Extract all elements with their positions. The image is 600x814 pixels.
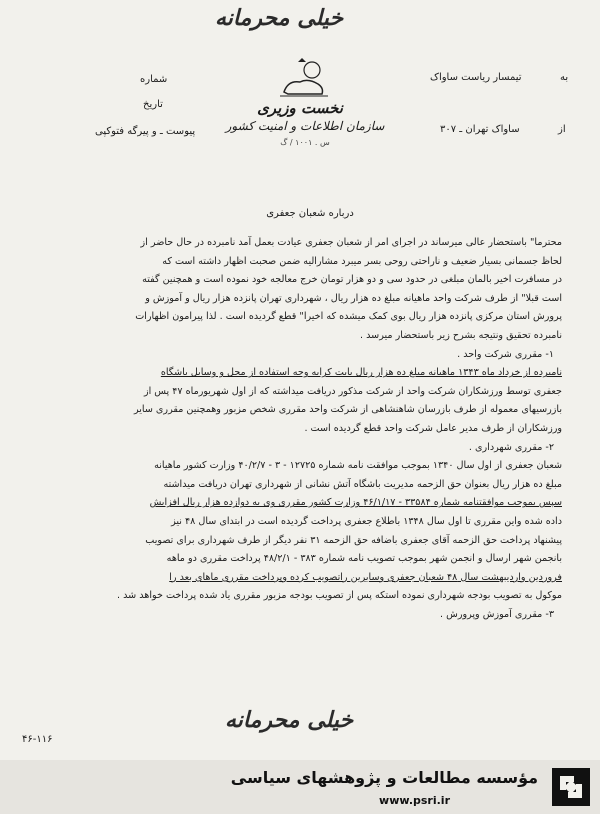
body-line: جعفری توسط ورزشکاران شرکت واحد از شرکت مذکور دریافت میداشته که از اول شهریورماه ۴۷ پس از <box>143 385 562 397</box>
institute-footer <box>0 760 600 814</box>
number-label: شماره <box>140 74 168 85</box>
section-title-1: ۱- مقرری شرکت واحد . <box>457 348 554 360</box>
document-number: ۴۶-۱۱۶ <box>22 734 53 745</box>
section-title-2: ۲- مقرری شهرداری . <box>468 441 554 453</box>
institute-url[interactable]: www.psri.ir <box>379 794 450 807</box>
body-line: داده شده واین مقرری تا اول سال ۱۳۴۸ باطلاع جعفری پرداخت گردیده است در ابتدای سال ۴۸ نیز <box>171 515 562 527</box>
body-line: سپس بموجب موافقتنامه شماره ۳۳۵۸۴ - ۴۶/۱/۱۷ وزارت کشور مقرری وی به دوازده هزار ریال افزایش <box>149 497 562 509</box>
institute-logo-icon <box>552 768 590 806</box>
classification-stamp-top: خیلی محرمانه <box>215 6 344 31</box>
body-line: در مسافرت اخیر بالمان مبلغی در حدود سی و دو هزار تومان خرج معالجه خود نموده است و همچنین گفته <box>142 274 562 286</box>
classification-stamp-bottom: خیلی محرمانه <box>225 708 354 733</box>
body-line: پیشنهاد پرداخت حق الزحمه آقای جعفری باضافه حق الزحمه ۳۱ نفر دیگر از طرف شهرداری برای تصویب <box>145 534 562 546</box>
organization-name: سازمان اطلاعات و امنیت کشور <box>225 119 385 133</box>
body-line: شعبان جعفری از اول سال ۱۳۴۰ بموجب موافقت نامه شماره ۱۲۷۲۵ - ۳ - ۴۰/۲/۷ وزارت کشور ماهیانه <box>154 460 562 472</box>
section-title-3: ۳- مقرری آموزش وپرورش . <box>440 608 554 620</box>
letter-body <box>22 234 562 624</box>
to-prefix: به <box>560 72 569 83</box>
body-line: است قبلا" از طرف شرکت واحد ماهیانه مبلغ ده هزار ریال ، شهرداری تهران پانزده هزار ریال و آموزش و <box>145 292 562 304</box>
subject-line: درباره شعبان جعفری <box>266 208 354 219</box>
date-label: تاریخ <box>143 99 163 110</box>
letterhead-code: س . ۱۰۰۱ / گ <box>280 138 330 147</box>
institute-name: مؤسسه مطالعات و پژوهشهای سیاسی <box>230 768 538 787</box>
body-line: بانجمن شهر ارسال و انجمن شهر بموجب تصویب نامه شماره ۳۸۳ - ۴۸/۲/۱ پرداخت مقرری دو ماهه <box>166 553 562 565</box>
body-line: محترما" باستحضار عالی میرساند در اجرای امر از شعبان جعفری عیادت بعمل آمد نامبرده در حال حاضر از <box>140 237 562 248</box>
lion-and-sun-emblem-icon <box>274 58 334 102</box>
from-prefix: از <box>558 124 566 135</box>
to-value: تیمسار ریاست ساواک <box>430 72 522 83</box>
from-value: ساواک تهران ـ ۳۰۷ <box>440 124 520 135</box>
attachment-label: پیوست ـ و پیرگه فتوکپی <box>95 126 196 137</box>
body-line: لحاظ جسمانی بسیار ضعیف و ناراحتی روحی بسر میبرد مشارالیه ضمن صحبت اظهار داشته است که <box>162 255 562 267</box>
body-line: فروردین واردیبهشت سال ۴۸ شعبان جعفری وسایرین راتصویب کرده وپرداخت مقرری ماهای بعد را <box>169 571 562 583</box>
ministry-name: نخست وزیری <box>257 99 343 117</box>
body-line: ورزشکاران از طرف مدیر عامل شرکت واحد قطع گردیده است . <box>304 422 562 434</box>
body-line: مبلغ ده هزار ریال بعنوان حق الزحمه مدیریت باشگاه آتش نشانی از شهرداری تهران دریافت میداشته <box>163 478 562 490</box>
body-line: پرورش استان مرکزی پانزده هزار ریال بوی کمک میشده که اخیرا" قطع گردیده است . لذا پیرامون اظهارات <box>135 311 562 323</box>
body-line: بازرسیهای معموله از طرف بازرسان شاهنشاهی از شرکت واحد مقرری شخص مزبور وهمچنین مقرری سایر <box>133 404 562 416</box>
body-line: نامبرده تحقیق ونتیجه بشرح زیر باستحضار میرسد . <box>360 329 562 341</box>
body-line: نامبرده از خرداد ماه ۱۳۴۳ ماهیانه مبلغ ده هزار ریال بابت کرایه وجه استفاده از محل و وسایل باشگاه <box>160 367 562 379</box>
body-line: موکول به تصویب بودجه شهرداری نموده استکه پس از تصویب بودجه مزبور مقرری یاد شده پرداخت خواهد شد . <box>117 590 562 602</box>
